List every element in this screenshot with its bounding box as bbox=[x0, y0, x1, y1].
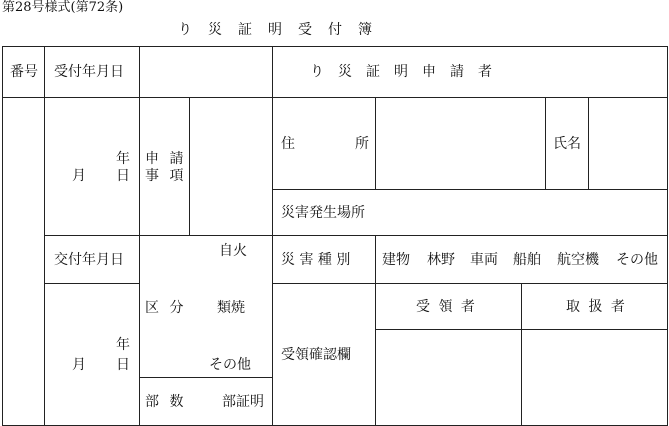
disaster-type-label: 災 害 種 別 bbox=[281, 252, 351, 268]
disaster-type-building: 建物 bbox=[382, 252, 410, 268]
disaster-type-other: その他 bbox=[616, 252, 658, 268]
disaster-type-aircraft: 航空機 bbox=[557, 252, 599, 268]
copies-label: 部 数 bbox=[145, 394, 184, 410]
disaster-type-vehicle: 車両 bbox=[470, 252, 498, 268]
name-label: 氏名 bbox=[553, 136, 581, 152]
disaster-type-forest: 林野 bbox=[427, 252, 455, 268]
copies-unit-label: 部証明 bbox=[222, 394, 264, 410]
category-label: 区 分 bbox=[145, 300, 184, 316]
category-option-other: その他 bbox=[209, 357, 251, 373]
category-option-own-fire: 自火 bbox=[219, 243, 247, 259]
disaster-type-ship: 船舶 bbox=[513, 252, 541, 268]
address-label-2: 所 bbox=[355, 136, 369, 152]
issue-date-label: 交付年月日 bbox=[54, 252, 124, 268]
receiver-label: 受 領 者 bbox=[416, 299, 475, 315]
issue-month-label: 月 bbox=[72, 357, 86, 373]
form-number-label: 第28号様式(第72条) bbox=[2, 0, 124, 15]
handler-label: 取 扱 者 bbox=[566, 299, 625, 315]
received-day-label: 日 bbox=[116, 168, 130, 184]
received-year-label: 年 bbox=[116, 151, 130, 167]
page-title: り 災 証 明 受 付 簿 bbox=[178, 22, 373, 38]
issue-year-label: 年 bbox=[116, 337, 130, 353]
application-items-label-1: 申 請 bbox=[145, 151, 184, 167]
category-option-spread-fire: 類焼 bbox=[217, 300, 245, 316]
received-date-header: 受付年月日 bbox=[54, 64, 124, 80]
number-header: 番号 bbox=[10, 64, 38, 80]
received-month-label: 月 bbox=[72, 168, 86, 184]
applicant-group-header: り 災 証 明 申 請 者 bbox=[310, 64, 492, 80]
receipt-confirm-label: 受領確認欄 bbox=[281, 347, 351, 363]
application-items-label-2: 事 項 bbox=[145, 168, 184, 184]
address-label-1: 住 bbox=[281, 136, 295, 152]
disaster-place-label: 災害発生場所 bbox=[281, 205, 365, 221]
issue-day-label: 日 bbox=[116, 357, 130, 373]
